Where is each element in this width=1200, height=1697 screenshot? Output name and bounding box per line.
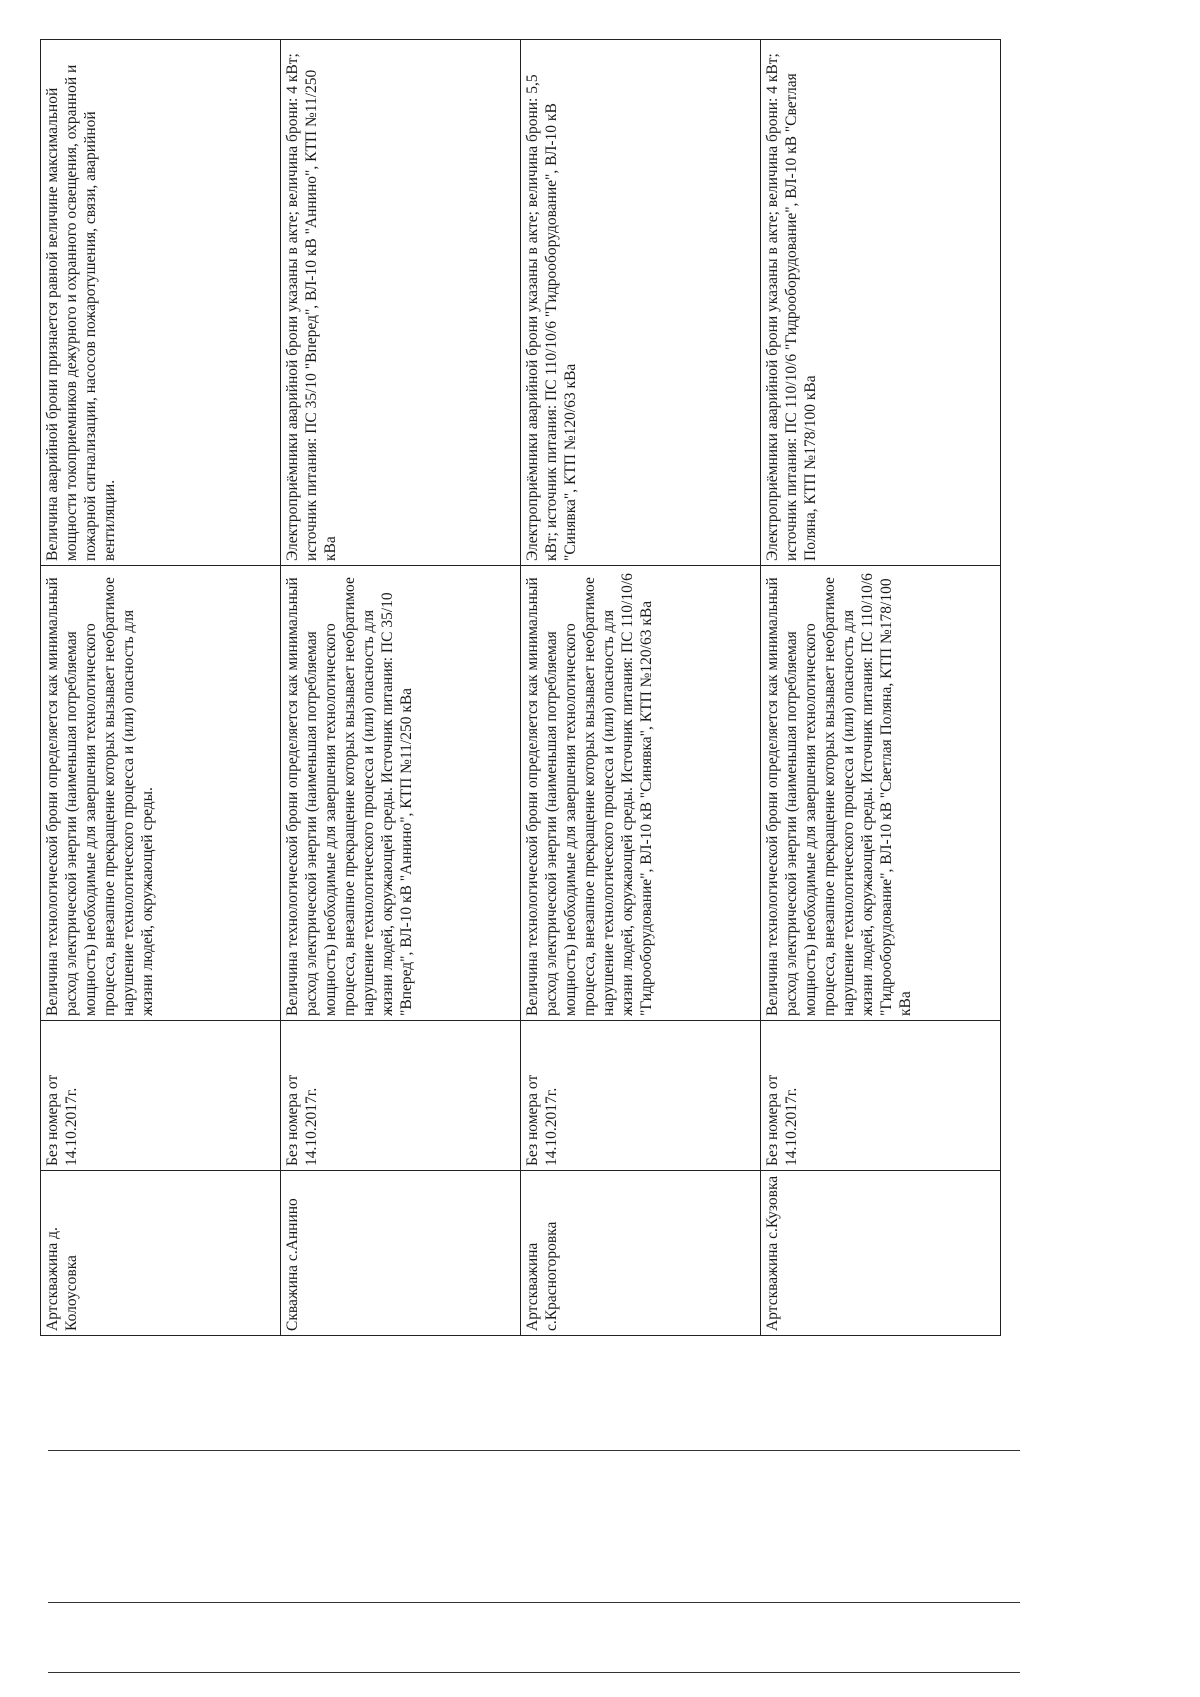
act-cell: Без номера от 14.10.2017г. <box>281 1021 521 1171</box>
emergency-reserve-cell: Электроприёмники аварийной брони указаны в акте; величина брони: 5,5 кВт; источник питания: ПС 110/10/6 "Гидрооборудование", ВЛ-10 кВ "Синявка", КТП №120/63 кВа <box>521 40 761 566</box>
object-name-cell: Артскважина с.Кузовка <box>761 1171 1001 1336</box>
table-row <box>761 40 1001 1336</box>
act-cell: Без номера от 14.10.2017г. <box>521 1021 761 1171</box>
emergency-reserve-cell: Электроприёмники аварийной брони указаны в акте; величина брони: 4 кВт; источник питания: ПС 110/10/6 "Гидрооборудование", ВЛ-10 кВ "Светлая Поляна, КТП №178/100 кВа <box>761 40 1001 566</box>
tech-reserve-cell: Величина технологической брони определяется как минимальный расход электрической энергии (наименьшая потребляемая мощность) необходимые для завершения технологического процесса, внезапное прекращение которых вызывает необратимое нарушение технологического процесса и (или) опасность для жизни людей, окружающей среды. Источник питания: ПС 110/10/6 "Гидрооборудование", ВЛ-10 кВ "Синявка", КТП №120/63 кВа <box>521 566 761 1021</box>
table-row <box>41 40 281 1336</box>
emergency-reserve-cell: Величина аварийной брони признается равной величине максимальной мощности токоприемников дежурного и охранного освещения, охранной и пожарной сигнализации, насосов пожаротушения, связи, аварийной вентиляции. <box>41 40 281 566</box>
tech-reserve-cell: Величина технологической брони определяется как минимальный расход электрической энергии (наименьшая потребляемая мощность) необходимые для завершения технологического процесса, внезапное прекращение которых вызывает необратимое нарушение технологического процесса и (или) опасность для жизни людей, окружающей среды. Источник питания: ПС 35/10 "Вперед", ВЛ-10 кВ "Аннино", КТП №11/250 кВа <box>281 566 521 1021</box>
divider-line <box>48 1672 1020 1673</box>
act-cell: Без номера от 14.10.2017г. <box>41 1021 281 1171</box>
object-name-cell: Скважина с.Аннино <box>281 1171 521 1336</box>
divider-line <box>48 1602 1020 1603</box>
table-row <box>281 40 521 1336</box>
tech-reserve-cell: Величина технологической брони определяется как минимальный расход электрической энергии (наименьшая потребляемая мощность) необходимые для завершения технологического процесса, внезапное прекращение которых вызывает необратимое нарушение технологического процесса и (или) опасность для жизни людей, окружающей среды. Источник питания: ПС 110/10/6 "Гидрооборудование", ВЛ-10 кВ "Светлая Поляна, КТП №178/100 кВа <box>761 566 1001 1021</box>
table-row <box>521 40 761 1336</box>
tech-reserve-cell: Величина технологической брони определяется как минимальный расход электрической энергии (наименьшая потребляемая мощность) необходимые для завершения технологического процесса, внезапное прекращение которых вызывает необратимое нарушение технологического процесса и (или) опасность для жизни людей, окружающей среды. <box>41 566 281 1021</box>
object-name-cell: Артскважина д. Колоусовка <box>41 1171 281 1336</box>
emergency-reserve-cell: Электроприёмники аварийной брони указаны в акте; величина брони: 4 кВт; источник питания: ПС 35/10 "Вперед", ВЛ-10 кВ "Аннино", КТП №11/250 кВа <box>281 40 521 566</box>
reserve-table <box>40 39 1001 1336</box>
divider-line <box>48 1450 1020 1451</box>
rotated-page-content <box>40 40 1000 1336</box>
act-cell: Без номера от 14.10.2017г. <box>761 1021 1001 1171</box>
object-name-cell: Артскважина с.Красногоровка <box>521 1171 761 1336</box>
